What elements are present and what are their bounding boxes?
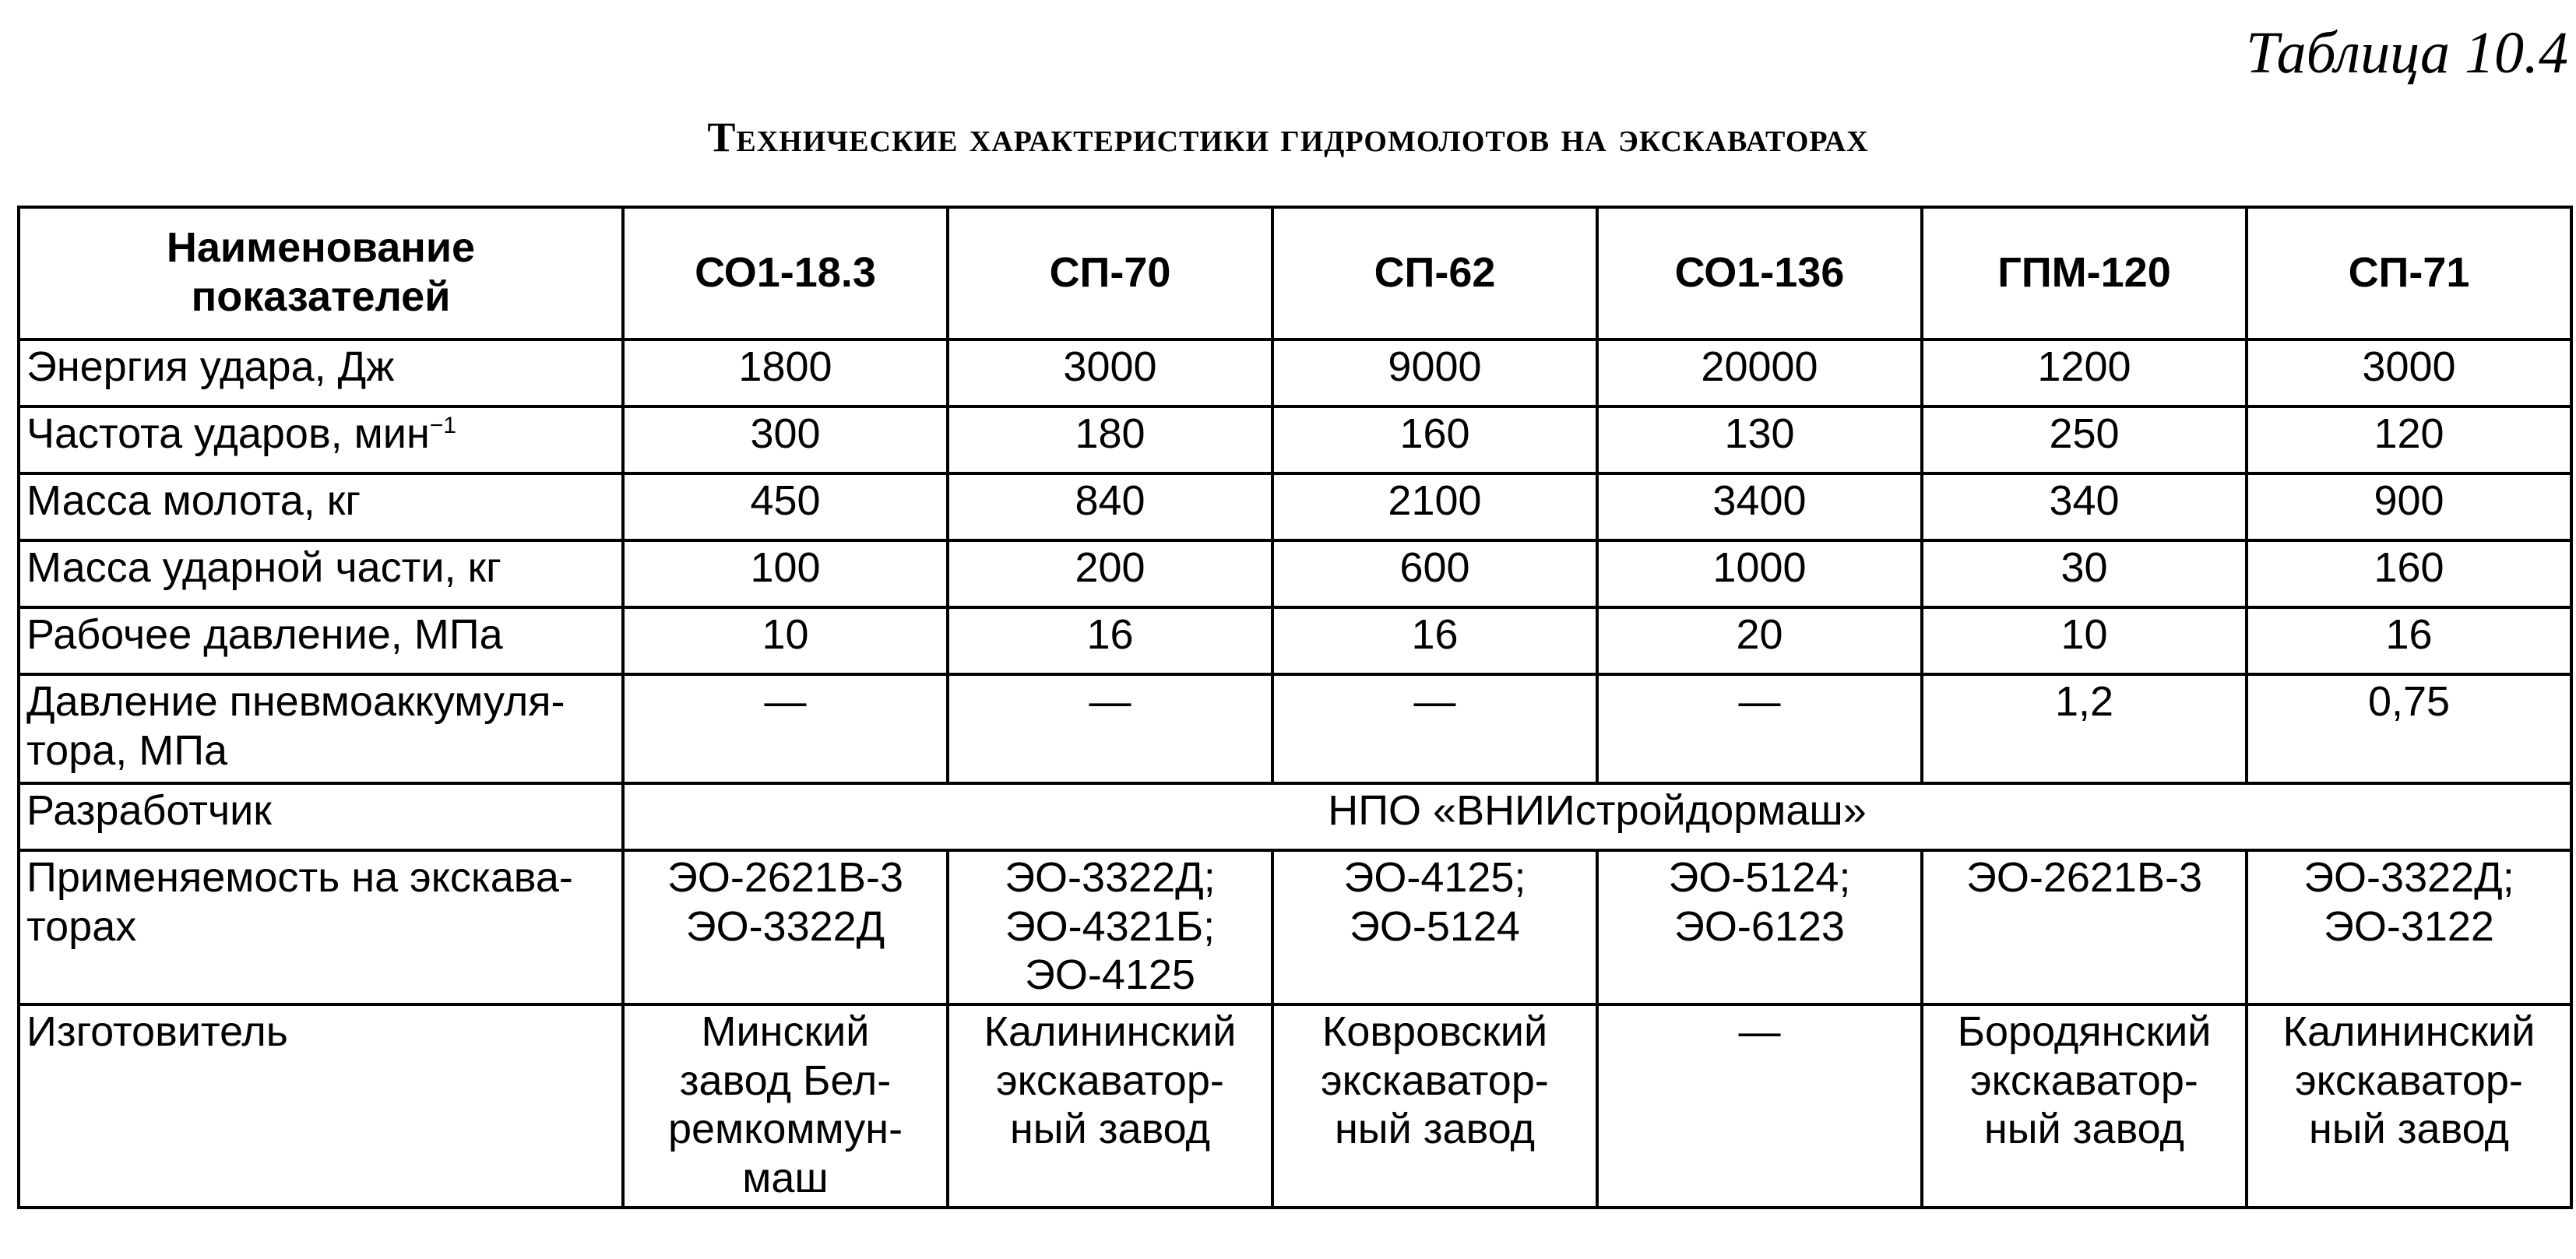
cell-line: ЭО-3322Д: [685, 902, 885, 950]
header-label-cell: [19, 207, 623, 339]
model-header: СО1-136: [1597, 207, 1922, 339]
header-row: [19, 207, 2571, 339]
row-label: Масса ударной части, кг: [19, 540, 623, 607]
cell-line: ный завод: [1009, 1106, 1211, 1153]
table-cell: [623, 1004, 948, 1208]
row-label-line: тора, МПа: [26, 726, 228, 774]
table-cell: 160: [1272, 406, 1597, 473]
table-cell: [1272, 850, 1597, 1004]
table-cell: —: [948, 674, 1272, 783]
row-label: Масса молота, кг: [19, 473, 623, 540]
table-row: [19, 607, 2571, 674]
table-row: [19, 1004, 2571, 1208]
table-row: [19, 850, 2571, 1004]
cell-line: ЭО-3322Д;: [2303, 854, 2514, 901]
table-cell: 900: [2247, 473, 2571, 540]
row-label-line: Применяемость на экскава-: [26, 854, 573, 901]
table-cell: 600: [1272, 540, 1597, 607]
table-row: [19, 540, 2571, 607]
table-cell: —: [1597, 674, 1922, 783]
table-cell: [1597, 850, 1922, 1004]
row-label: [19, 406, 623, 473]
table-cell: 30: [1922, 540, 2247, 607]
model-header: СП-62: [1272, 207, 1597, 339]
cell-line: экскаватор-: [2295, 1057, 2523, 1104]
cell-line: Бородянский: [1957, 1008, 2212, 1055]
table-cell: 1000: [1597, 540, 1922, 607]
model-header: СО1-18.3: [623, 207, 948, 339]
table-cell: [2247, 1004, 2571, 1208]
cell-line: ный завод: [2308, 1106, 2510, 1153]
cell-line: ЭО-5124;: [1668, 854, 1851, 901]
table-cell: 3400: [1597, 473, 1922, 540]
table-cell: 20000: [1597, 339, 1922, 406]
table-cell: 16: [1272, 607, 1597, 674]
table-cell: 120: [2247, 406, 2571, 473]
table-cell: 200: [948, 540, 1272, 607]
table-cell: 3000: [948, 339, 1272, 406]
cell-line: ный завод: [1983, 1106, 2185, 1153]
row-label: Изготовитель: [19, 1004, 623, 1208]
table-cell: 16: [2247, 607, 2571, 674]
row-label: Рабочее давление, МПа: [19, 607, 623, 674]
table-row: [19, 674, 2571, 783]
table-cell: 250: [1922, 406, 2247, 473]
cell-line: ЭО-3122: [2324, 902, 2494, 950]
table-row: [19, 339, 2571, 406]
table-cell: 160: [2247, 540, 2571, 607]
cell-line: экскаватор-: [996, 1057, 1224, 1104]
table-cell: 1800: [623, 339, 948, 406]
model-header: СП-70: [948, 207, 1272, 339]
table-cell: 0,75: [2247, 674, 2571, 783]
table-caption: Технические характеристики гидромолотов на экскаваторах: [707, 114, 1869, 160]
cell-line: ЭО-6123: [1674, 902, 1845, 950]
cell-line: экскаватор-: [1321, 1057, 1549, 1104]
row-label-line: торах: [26, 902, 137, 950]
table-row: [19, 783, 2571, 850]
table-cell: 16: [948, 607, 1272, 674]
table-number: Таблица 10.4: [2246, 20, 2568, 86]
table-cell: 10: [1922, 607, 2247, 674]
table-cell: —: [1272, 674, 1597, 783]
table-cell: 10: [623, 607, 948, 674]
cell-line: ный завод: [1334, 1106, 1536, 1153]
table-cell: [1922, 1004, 2247, 1208]
table-cell: 840: [948, 473, 1272, 540]
header-label-line: Наименование: [166, 224, 476, 272]
row-label: [19, 850, 623, 1004]
cell-line: ЭО-2621В-3: [667, 854, 903, 901]
model-header: СП-71: [2247, 207, 2571, 339]
cell-line: ЭО-3322Д;: [1005, 854, 1216, 901]
table-row: [19, 406, 2571, 473]
header-label-line: показателей: [191, 273, 451, 320]
table-cell: 1,2: [1922, 674, 2247, 783]
cell-line: —: [1738, 1008, 1781, 1055]
cell-line: ЭО-4125;: [1343, 854, 1526, 901]
row-label: [19, 674, 623, 783]
cell-line: ЭО-5124: [1350, 902, 1520, 950]
cell-line: Минский: [701, 1008, 870, 1055]
table-cell: 130: [1597, 406, 1922, 473]
table-cell: [1272, 1004, 1597, 1208]
table-cell: [1922, 850, 2247, 1004]
row-label-line: Давление пневмоаккумуля-: [26, 678, 565, 725]
row-label: Энергия удара, Дж: [19, 339, 623, 406]
table-cell: 340: [1922, 473, 2247, 540]
table-cell: [1597, 1004, 1922, 1208]
table-cell: [623, 850, 948, 1004]
table-cell: [2247, 850, 2571, 1004]
model-header: ГПМ-120: [1922, 207, 2247, 339]
table-cell: 450: [623, 473, 948, 540]
cell-line: экскаватор-: [1970, 1057, 2198, 1104]
cell-line: ремкоммун-: [667, 1106, 903, 1153]
table-cell: 1200: [1922, 339, 2247, 406]
table-cell: —: [623, 674, 948, 783]
row-label-text: Частота ударов, мин: [26, 410, 430, 457]
table-cell: 20: [1597, 607, 1922, 674]
table-cell: [948, 1004, 1272, 1208]
table-cell: 9000: [1272, 339, 1597, 406]
cell-line: Калининский: [984, 1008, 1237, 1055]
developer-cell: НПО «ВНИИстройдормаш»: [623, 783, 2571, 850]
row-label: Разработчик: [19, 783, 623, 850]
cell-line: ЭО-2621В-3: [1966, 854, 2202, 901]
row-label-superscript: −1: [429, 413, 456, 438]
table-cell: 3000: [2247, 339, 2571, 406]
cell-line: завод Бел-: [679, 1057, 892, 1104]
cell-line: ЭО-4125: [1025, 951, 1195, 999]
cell-line: ЭО-4321Б;: [1005, 902, 1216, 950]
specs-table: [17, 206, 2573, 1209]
cell-line: Ковровский: [1321, 1008, 1548, 1055]
cell-line: маш: [742, 1154, 829, 1201]
table-cell: 300: [623, 406, 948, 473]
table-row: [19, 473, 2571, 540]
cell-line: Калининский: [2282, 1008, 2536, 1055]
table-cell: 180: [948, 406, 1272, 473]
table-cell: 100: [623, 540, 948, 607]
table-cell: 2100: [1272, 473, 1597, 540]
table-cell: [948, 850, 1272, 1004]
